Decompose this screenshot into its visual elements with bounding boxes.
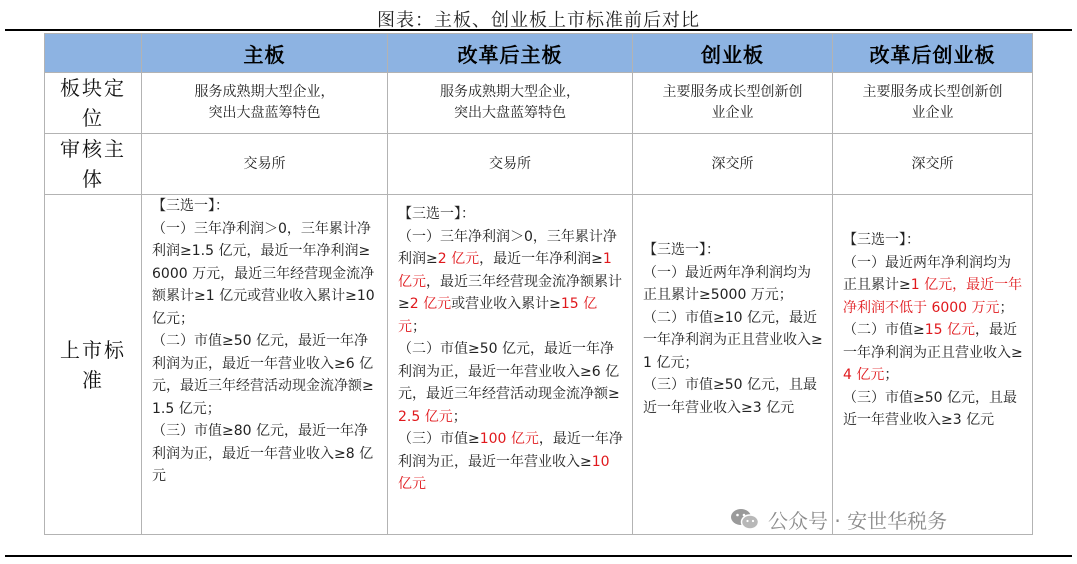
std-main-option-2: （二）市值≥50 亿元，最近一年净利润为正，最近一年营业收入≥6 亿元，最近三年经营活动现金流净额≥1.5 亿元；: [152, 333, 374, 417]
row-label-standards: 上市标准: [45, 195, 142, 535]
table-row-positioning: [45, 73, 1033, 134]
top-rule: [5, 29, 1072, 31]
cell-standards-main: [142, 195, 388, 535]
std-main-reform-option-1: （一）三年净利润＞0，三年累计净利润≥2 亿元，最近一年净利润≥1 亿元，最近三年经营现金流净额累计≥2 亿元或营业收入累计≥15 亿元；: [398, 228, 622, 335]
cell-positioning-main-reform: 服务成熟期大型企业， 突出大盘蓝筹特色: [388, 73, 633, 134]
std-main-reform-option-2: （二）市值≥50 亿元，最近一年净利润为正，最近一年营业收入≥6 亿元，最近三年经营活动现金流净额≥2.5 亿元；: [398, 341, 620, 425]
std-main-reform-option-3: （三）市值≥100 亿元，最近一年净利润为正，最近一年营业收入≥10 亿元: [398, 431, 623, 492]
highlight-value: 15 亿元: [398, 296, 598, 335]
cell-review-gem: 深交所: [633, 134, 833, 195]
std-main-option-3: （三）市值≥80 亿元，最近一年净利润为正，最近一年营业收入≥8 亿元: [152, 423, 374, 484]
row-label-positioning: 板块定位: [45, 73, 142, 134]
std-gem-option-1: （一）最近两年净利润均为正且累计≥5000 万元；: [643, 264, 811, 303]
cell-review-gem-reform: 深交所: [833, 134, 1033, 195]
header-row: [45, 34, 1033, 73]
header-main-board-reform: 改革后主板: [388, 34, 633, 73]
std-gem-reform-heading: 【三选一】：: [843, 232, 920, 248]
std-main-heading: 【三选一】：: [152, 198, 229, 214]
cell-standards-gem: [633, 195, 833, 535]
table-caption: 图表：主板、创业板上市标准前后对比: [377, 10, 700, 31]
cell-review-main: 交易所: [142, 134, 388, 195]
header-main-board: 主板: [142, 34, 388, 73]
header-corner: [45, 34, 142, 73]
std-gem-option-3: （三）市值≥50 亿元，且最近一年营业收入≥3 亿元: [643, 377, 817, 416]
highlight-value: 15 亿元: [924, 322, 975, 338]
cell-positioning-main: 服务成熟期大型企业， 突出大盘蓝筹特色: [142, 73, 388, 134]
watermark: [730, 503, 947, 535]
highlight-value: 10 亿元: [398, 453, 610, 492]
highlight-value: 1 亿元: [398, 251, 612, 290]
highlight-value: 2.5 亿元: [398, 408, 453, 425]
bottom-rule: [5, 555, 1072, 557]
header-gem-board-reform: 改革后创业板: [833, 34, 1033, 73]
std-main-option-1: （一）三年净利润＞0，三年累计净利润≥1.5 亿元，最近一年净利润≥6000 万元，最近三年经营现金流净额累计≥1 亿元或营业收入累计≥10 亿元；: [152, 220, 375, 327]
highlight-value: 2 亿元: [437, 251, 480, 267]
std-gem-option-2: （二）市值≥10 亿元，最近一年净利润为正且营业收入≥1 亿元；: [643, 309, 823, 371]
highlight-value: 2 亿元: [409, 296, 452, 312]
std-gem-reform-option-2: （二）市值≥15 亿元，最近一年净利润为正且营业收入≥4 亿元；: [843, 322, 1023, 383]
wechat-icon: [730, 507, 760, 531]
highlight-value: 100 亿元: [479, 431, 539, 447]
std-gem-heading: 【三选一】：: [643, 242, 720, 258]
highlight-value: 4 亿元: [843, 367, 885, 383]
table-row-review: [45, 134, 1033, 195]
std-gem-reform-option-3: （三）市值≥50 亿元，且最近一年营业收入≥3 亿元: [843, 389, 1017, 428]
cell-standards-main-reform: [388, 195, 633, 535]
table-row-standards: [45, 195, 1033, 535]
std-gem-reform-option-1: （一）最近两年净利润均为正且累计≥1 亿元，最近一年净利润不低于 6000 万元；: [843, 254, 1023, 316]
comparison-table: [44, 33, 1033, 535]
cell-positioning-gem: 主要服务成长型创新创 业企业: [633, 73, 833, 134]
watermark-text: 公众号 · 安世华税务: [768, 508, 948, 533]
std-main-reform-heading: 【三选一】：: [398, 206, 475, 222]
cell-positioning-gem-reform: 主要服务成长型创新创 业企业: [833, 73, 1033, 134]
header-gem-board: 创业板: [633, 34, 833, 73]
cell-standards-gem-reform: [833, 195, 1033, 535]
highlight-value: 1 亿元，最近一年净利润不低于 6000 万元: [843, 277, 1023, 316]
cell-review-main-reform: 交易所: [388, 134, 633, 195]
row-label-review: 审核主体: [45, 134, 142, 195]
